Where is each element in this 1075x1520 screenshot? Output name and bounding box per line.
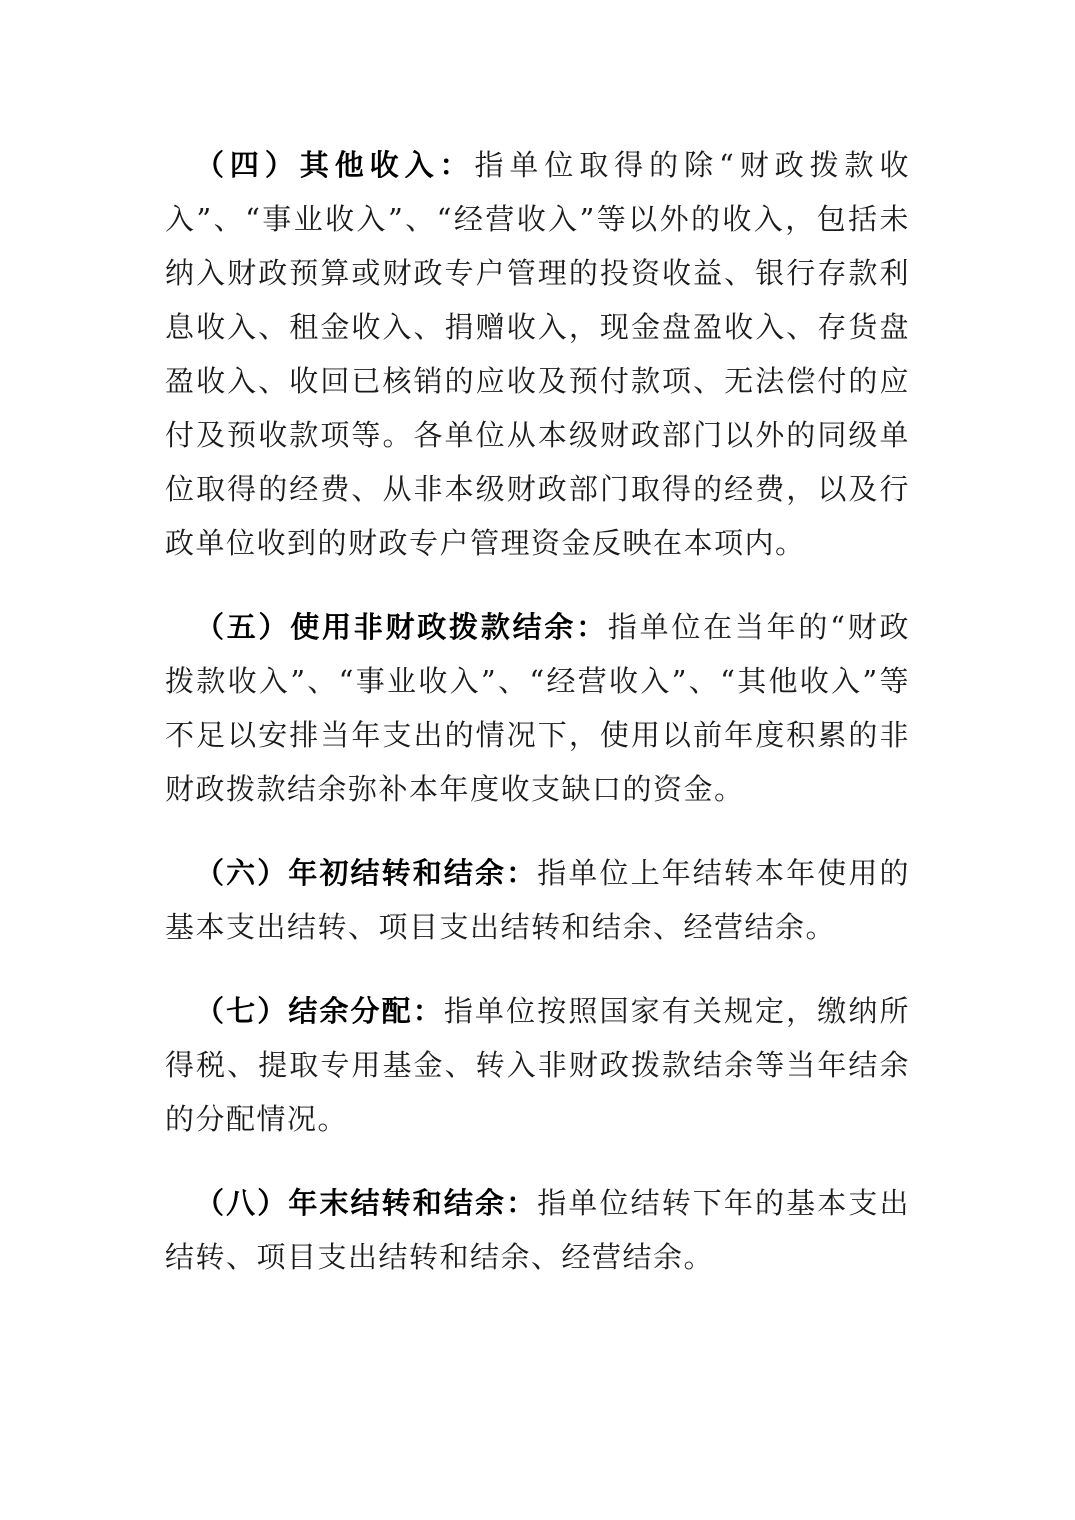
- paragraph-heading: （四）其他收入：: [195, 148, 475, 182]
- paragraph-text: 指单位结转下年的基本支出结转、项目支出结转和结余、经营结余。: [165, 1186, 910, 1274]
- paragraph-text: 指单位按照国家有关规定，缴纳所得税、提取专用基金、转入非财政拨款结余等当年结余的分配情况。: [165, 994, 910, 1136]
- paragraph-heading: （五）使用非财政拨款结余：: [195, 610, 608, 644]
- paragraph-non-fiscal-surplus: [165, 600, 910, 816]
- paragraph-text: 指单位取得的除“财政拨款收入”、“事业收入”、“经营收入”等以外的收入，包括未纳入财政预算或财政专户管理的投资收益、银行存款利息收入、租金收入、捐赠收入，现金盘盈收入、存货盘盈收入、收回已核销的应收及预付款项、无法偿付的应付及预收款项等。各单位从本级财政部门以外的同级单位取得的经费、从非本级财政部门取得的经费，以及行政单位收到的财政专户管理资金反映在本项内。: [165, 148, 910, 560]
- paragraph-surplus-distribution: [165, 984, 910, 1146]
- paragraph-ending-carryover: [165, 1176, 910, 1284]
- paragraph-text: 指单位上年结转本年使用的基本支出结转、项目支出结转和结余、经营结余。: [165, 856, 910, 944]
- paragraph-heading: （七）结余分配：: [195, 994, 444, 1028]
- paragraph-beginning-carryover: [165, 846, 910, 954]
- paragraph-other-income: [165, 138, 910, 570]
- paragraph-heading: （八）年末结转和结余：: [195, 1186, 538, 1220]
- document-body: [165, 138, 910, 1314]
- paragraph-heading: （六）年初结转和结余：: [195, 856, 538, 890]
- paragraph-text: 指单位在当年的“财政拨款收入”、“事业收入”、“经营收入”、“其他收入”等不足以安排当年支出的情况下，使用以前年度积累的非财政拨款结余弥补本年度收支缺口的资金。: [165, 610, 910, 806]
